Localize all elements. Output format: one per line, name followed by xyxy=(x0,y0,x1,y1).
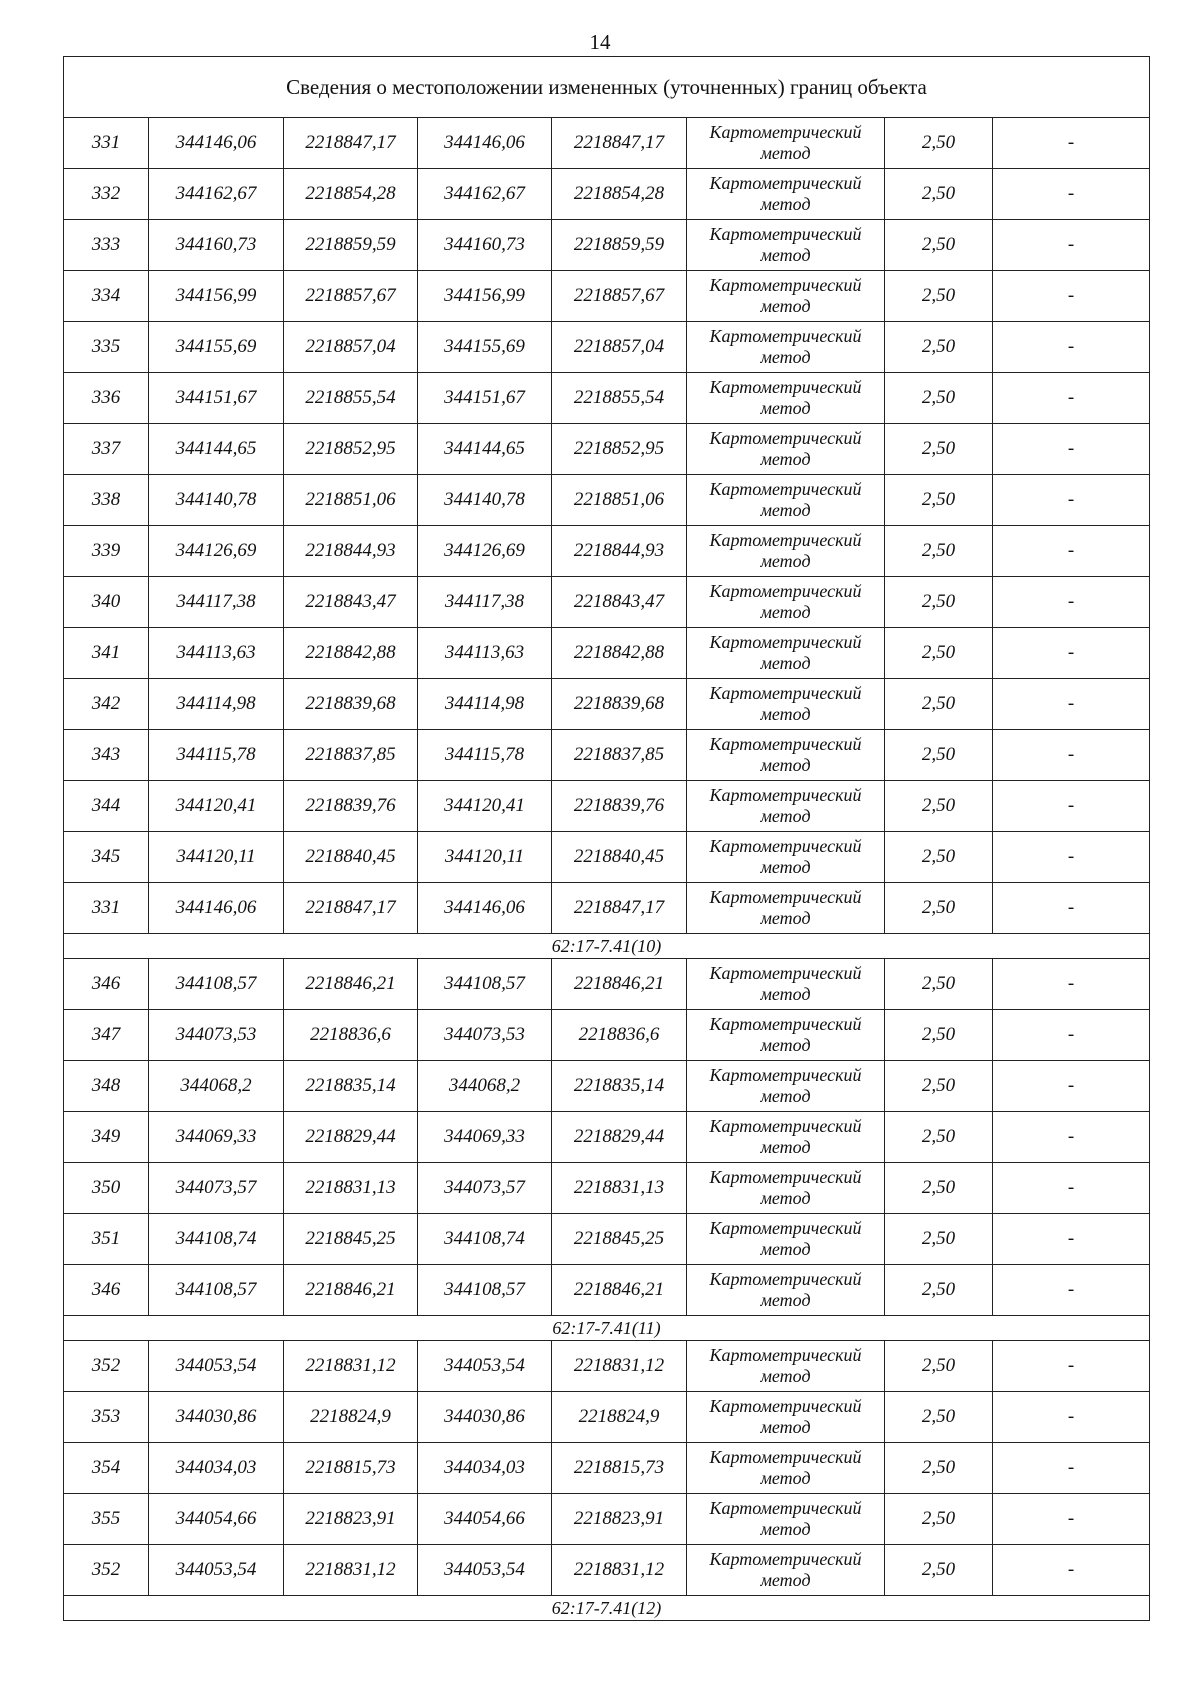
cell-method: Картометрический метод xyxy=(687,959,885,1010)
cell-accuracy: 2,50 xyxy=(885,730,993,781)
cell-accuracy: 2,50 xyxy=(885,1061,993,1112)
cell-y-existing: 2218823,91 xyxy=(284,1494,418,1545)
cell-x-new: 344108,74 xyxy=(418,1214,552,1265)
cell-x-new: 344117,38 xyxy=(418,577,552,628)
cell-x-new: 344073,53 xyxy=(418,1010,552,1061)
cell-point-number: 353 xyxy=(64,1392,149,1443)
cell-x-new: 344156,99 xyxy=(418,271,552,322)
cell-y-new: 2218831,12 xyxy=(552,1341,687,1392)
cell-x-new: 344160,73 xyxy=(418,220,552,271)
cell-method: Картометрический метод xyxy=(687,679,885,730)
cell-x-existing: 344108,57 xyxy=(149,959,284,1010)
cell-x-existing: 344073,53 xyxy=(149,1010,284,1061)
table-row xyxy=(64,832,1150,883)
cell-point-number: 331 xyxy=(64,118,149,169)
cell-method: Картометрический метод xyxy=(687,1010,885,1061)
cell-x-existing: 344144,65 xyxy=(149,424,284,475)
cell-y-new: 2218846,21 xyxy=(552,1265,687,1316)
cell-y-new: 2218840,45 xyxy=(552,832,687,883)
cell-x-new: 344120,41 xyxy=(418,781,552,832)
cell-method: Картометрический метод xyxy=(687,1494,885,1545)
cell-method: Картометрический метод xyxy=(687,1545,885,1596)
cell-method: Картометрический метод xyxy=(687,271,885,322)
cell-method: Картометрический метод xyxy=(687,475,885,526)
cell-accuracy: 2,50 xyxy=(885,424,993,475)
cell-x-existing: 344146,06 xyxy=(149,883,284,934)
cell-y-existing: 2218815,73 xyxy=(284,1443,418,1494)
cell-x-new: 344115,78 xyxy=(418,730,552,781)
cell-x-existing: 344120,11 xyxy=(149,832,284,883)
cell-accuracy: 2,50 xyxy=(885,781,993,832)
cell-accuracy: 2,50 xyxy=(885,628,993,679)
cell-y-existing: 2218824,9 xyxy=(284,1392,418,1443)
cell-description: - xyxy=(993,628,1150,679)
cell-point-number: 346 xyxy=(64,959,149,1010)
cell-method: Картометрический метод xyxy=(687,1443,885,1494)
cell-x-new: 344113,63 xyxy=(418,628,552,679)
cell-y-existing: 2218851,06 xyxy=(284,475,418,526)
cell-point-number: 340 xyxy=(64,577,149,628)
cell-y-new: 2218837,85 xyxy=(552,730,687,781)
cell-description: - xyxy=(993,169,1150,220)
cell-x-new: 344144,65 xyxy=(418,424,552,475)
table-row xyxy=(64,1214,1150,1265)
table-row xyxy=(64,169,1150,220)
cell-y-new: 2218844,93 xyxy=(552,526,687,577)
cell-point-number: 336 xyxy=(64,373,149,424)
cell-x-existing: 344162,67 xyxy=(149,169,284,220)
cell-description: - xyxy=(993,526,1150,577)
table-row xyxy=(64,628,1150,679)
cell-description: - xyxy=(993,475,1150,526)
cell-x-existing: 344151,67 xyxy=(149,373,284,424)
table-row xyxy=(64,271,1150,322)
cell-y-new: 2218835,14 xyxy=(552,1061,687,1112)
table-row xyxy=(64,1265,1150,1316)
cell-description: - xyxy=(993,118,1150,169)
table-row xyxy=(64,1061,1150,1112)
table-title: Сведения о местоположении измененных (уточненных) границ объекта xyxy=(64,57,1150,118)
cell-point-number: 332 xyxy=(64,169,149,220)
section-label: 62:17-7.41(12) xyxy=(64,1596,1150,1621)
cell-point-number: 348 xyxy=(64,1061,149,1112)
cell-description: - xyxy=(993,1112,1150,1163)
table-row xyxy=(64,883,1150,934)
cell-accuracy: 2,50 xyxy=(885,1265,993,1316)
cell-y-existing: 2218839,76 xyxy=(284,781,418,832)
cell-x-new: 344151,67 xyxy=(418,373,552,424)
cell-x-new: 344126,69 xyxy=(418,526,552,577)
cell-accuracy: 2,50 xyxy=(885,118,993,169)
section-label-row xyxy=(64,1316,1150,1341)
cell-method: Картометрический метод xyxy=(687,781,885,832)
table-row xyxy=(64,1443,1150,1494)
cell-x-existing: 344108,74 xyxy=(149,1214,284,1265)
cell-description: - xyxy=(993,1494,1150,1545)
cell-y-new: 2218831,12 xyxy=(552,1545,687,1596)
cell-point-number: 339 xyxy=(64,526,149,577)
cell-accuracy: 2,50 xyxy=(885,373,993,424)
cell-point-number: 337 xyxy=(64,424,149,475)
cell-x-new: 344114,98 xyxy=(418,679,552,730)
cell-point-number: 334 xyxy=(64,271,149,322)
cell-description: - xyxy=(993,832,1150,883)
cell-y-new: 2218839,68 xyxy=(552,679,687,730)
cell-y-new: 2218829,44 xyxy=(552,1112,687,1163)
cell-point-number: 342 xyxy=(64,679,149,730)
cell-y-new: 2218842,88 xyxy=(552,628,687,679)
cell-y-existing: 2218842,88 xyxy=(284,628,418,679)
cell-x-new: 344120,11 xyxy=(418,832,552,883)
cell-x-new: 344140,78 xyxy=(418,475,552,526)
cell-accuracy: 2,50 xyxy=(885,475,993,526)
cell-y-existing: 2218852,95 xyxy=(284,424,418,475)
cell-y-new: 2218847,17 xyxy=(552,883,687,934)
table-row xyxy=(64,577,1150,628)
cell-description: - xyxy=(993,220,1150,271)
cell-accuracy: 2,50 xyxy=(885,679,993,730)
cell-method: Картометрический метод xyxy=(687,730,885,781)
table-row xyxy=(64,118,1150,169)
cell-x-existing: 344073,57 xyxy=(149,1163,284,1214)
cell-accuracy: 2,50 xyxy=(885,271,993,322)
cell-x-existing: 344120,41 xyxy=(149,781,284,832)
cell-y-existing: 2218829,44 xyxy=(284,1112,418,1163)
cell-accuracy: 2,50 xyxy=(885,169,993,220)
section-label-row xyxy=(64,934,1150,959)
cell-description: - xyxy=(993,1392,1150,1443)
cell-y-existing: 2218854,28 xyxy=(284,169,418,220)
cell-point-number: 352 xyxy=(64,1341,149,1392)
cell-x-existing: 344117,38 xyxy=(149,577,284,628)
table-row xyxy=(64,1341,1150,1392)
cell-description: - xyxy=(993,424,1150,475)
cell-point-number: 333 xyxy=(64,220,149,271)
cell-point-number: 355 xyxy=(64,1494,149,1545)
cell-accuracy: 2,50 xyxy=(885,1163,993,1214)
cell-description: - xyxy=(993,1214,1150,1265)
table-row xyxy=(64,1392,1150,1443)
cell-y-existing: 2218831,12 xyxy=(284,1341,418,1392)
table-row xyxy=(64,1494,1150,1545)
cell-accuracy: 2,50 xyxy=(885,322,993,373)
table-row xyxy=(64,959,1150,1010)
cell-point-number: 347 xyxy=(64,1010,149,1061)
cell-method: Картометрический метод xyxy=(687,577,885,628)
cell-y-new: 2218845,25 xyxy=(552,1214,687,1265)
cell-accuracy: 2,50 xyxy=(885,1112,993,1163)
section-label: 62:17-7.41(10) xyxy=(64,934,1150,959)
cell-x-existing: 344114,98 xyxy=(149,679,284,730)
cell-y-existing: 2218847,17 xyxy=(284,883,418,934)
cell-x-existing: 344155,69 xyxy=(149,322,284,373)
cell-x-existing: 344126,69 xyxy=(149,526,284,577)
cell-y-existing: 2218831,13 xyxy=(284,1163,418,1214)
cell-y-new: 2218831,13 xyxy=(552,1163,687,1214)
cell-point-number: 341 xyxy=(64,628,149,679)
cell-x-existing: 344069,33 xyxy=(149,1112,284,1163)
cell-accuracy: 2,50 xyxy=(885,1545,993,1596)
cell-x-existing: 344146,06 xyxy=(149,118,284,169)
cell-x-new: 344030,86 xyxy=(418,1392,552,1443)
cell-x-existing: 344108,57 xyxy=(149,1265,284,1316)
cell-y-existing: 2218845,25 xyxy=(284,1214,418,1265)
cell-x-new: 344034,03 xyxy=(418,1443,552,1494)
cell-point-number: 351 xyxy=(64,1214,149,1265)
cell-x-existing: 344113,63 xyxy=(149,628,284,679)
cell-method: Картометрический метод xyxy=(687,628,885,679)
cell-accuracy: 2,50 xyxy=(885,1392,993,1443)
cell-y-new: 2218839,76 xyxy=(552,781,687,832)
cell-x-new: 344162,67 xyxy=(418,169,552,220)
cell-description: - xyxy=(993,883,1150,934)
table-row xyxy=(64,424,1150,475)
cell-y-new: 2218824,9 xyxy=(552,1392,687,1443)
cell-accuracy: 2,50 xyxy=(885,526,993,577)
cell-method: Картометрический метод xyxy=(687,118,885,169)
cell-method: Картометрический метод xyxy=(687,220,885,271)
cell-method: Картометрический метод xyxy=(687,1214,885,1265)
table-row xyxy=(64,781,1150,832)
cell-description: - xyxy=(993,730,1150,781)
cell-point-number: 345 xyxy=(64,832,149,883)
cell-y-existing: 2218837,85 xyxy=(284,730,418,781)
cell-y-existing: 2218857,67 xyxy=(284,271,418,322)
table-row xyxy=(64,475,1150,526)
cell-accuracy: 2,50 xyxy=(885,1494,993,1545)
boundary-coordinates-table xyxy=(63,56,1150,1621)
cell-description: - xyxy=(993,577,1150,628)
cell-method: Картометрический метод xyxy=(687,373,885,424)
cell-y-new: 2218859,59 xyxy=(552,220,687,271)
cell-x-existing: 344140,78 xyxy=(149,475,284,526)
cell-method: Картометрический метод xyxy=(687,1265,885,1316)
cell-point-number: 346 xyxy=(64,1265,149,1316)
table-row xyxy=(64,220,1150,271)
cell-y-existing: 2218846,21 xyxy=(284,959,418,1010)
cell-y-new: 2218857,04 xyxy=(552,322,687,373)
cell-x-new: 344108,57 xyxy=(418,1265,552,1316)
cell-x-new: 344068,2 xyxy=(418,1061,552,1112)
cell-y-existing: 2218859,59 xyxy=(284,220,418,271)
cell-y-new: 2218852,95 xyxy=(552,424,687,475)
cell-y-existing: 2218840,45 xyxy=(284,832,418,883)
cell-y-new: 2218855,54 xyxy=(552,373,687,424)
cell-accuracy: 2,50 xyxy=(885,1341,993,1392)
cell-point-number: 349 xyxy=(64,1112,149,1163)
cell-x-existing: 344030,86 xyxy=(149,1392,284,1443)
cell-method: Картометрический метод xyxy=(687,1061,885,1112)
cell-point-number: 331 xyxy=(64,883,149,934)
cell-x-existing: 344115,78 xyxy=(149,730,284,781)
cell-point-number: 350 xyxy=(64,1163,149,1214)
cell-y-existing: 2218831,12 xyxy=(284,1545,418,1596)
cell-method: Картометрический метод xyxy=(687,1112,885,1163)
section-label: 62:17-7.41(11) xyxy=(64,1316,1150,1341)
cell-y-new: 2218847,17 xyxy=(552,118,687,169)
cell-accuracy: 2,50 xyxy=(885,959,993,1010)
cell-description: - xyxy=(993,1010,1150,1061)
cell-method: Картометрический метод xyxy=(687,526,885,577)
cell-y-new: 2218815,73 xyxy=(552,1443,687,1494)
cell-description: - xyxy=(993,959,1150,1010)
cell-description: - xyxy=(993,1341,1150,1392)
cell-description: - xyxy=(993,373,1150,424)
table-row xyxy=(64,1545,1150,1596)
page-number: 14 xyxy=(589,30,611,54)
cell-accuracy: 2,50 xyxy=(885,1010,993,1061)
cell-accuracy: 2,50 xyxy=(885,883,993,934)
cell-x-new: 344069,33 xyxy=(418,1112,552,1163)
cell-accuracy: 2,50 xyxy=(885,1214,993,1265)
cell-x-existing: 344053,54 xyxy=(149,1545,284,1596)
cell-point-number: 338 xyxy=(64,475,149,526)
cell-description: - xyxy=(993,271,1150,322)
cell-x-new: 344073,57 xyxy=(418,1163,552,1214)
cell-y-new: 2218854,28 xyxy=(552,169,687,220)
cell-description: - xyxy=(993,679,1150,730)
table-row xyxy=(64,1010,1150,1061)
table-row xyxy=(64,322,1150,373)
table-row xyxy=(64,373,1150,424)
cell-x-new: 344054,66 xyxy=(418,1494,552,1545)
cell-x-existing: 344068,2 xyxy=(149,1061,284,1112)
cell-method: Картометрический метод xyxy=(687,169,885,220)
cell-x-new: 344146,06 xyxy=(418,118,552,169)
cell-description: - xyxy=(993,1061,1150,1112)
cell-x-existing: 344054,66 xyxy=(149,1494,284,1545)
cell-x-existing: 344160,73 xyxy=(149,220,284,271)
cell-accuracy: 2,50 xyxy=(885,577,993,628)
cell-description: - xyxy=(993,1443,1150,1494)
cell-y-new: 2218846,21 xyxy=(552,959,687,1010)
cell-point-number: 335 xyxy=(64,322,149,373)
cell-x-new: 344146,06 xyxy=(418,883,552,934)
cell-y-existing: 2218857,04 xyxy=(284,322,418,373)
cell-description: - xyxy=(993,322,1150,373)
cell-accuracy: 2,50 xyxy=(885,832,993,883)
table-row xyxy=(64,1163,1150,1214)
cell-accuracy: 2,50 xyxy=(885,1443,993,1494)
cell-y-existing: 2218839,68 xyxy=(284,679,418,730)
cell-description: - xyxy=(993,1545,1150,1596)
cell-x-new: 344108,57 xyxy=(418,959,552,1010)
table-row xyxy=(64,679,1150,730)
cell-description: - xyxy=(993,1163,1150,1214)
cell-y-existing: 2218835,14 xyxy=(284,1061,418,1112)
cell-y-existing: 2218843,47 xyxy=(284,577,418,628)
cell-method: Картометрический метод xyxy=(687,883,885,934)
table-row xyxy=(64,1112,1150,1163)
table-title-row xyxy=(64,57,1150,118)
cell-point-number: 344 xyxy=(64,781,149,832)
cell-y-new: 2218843,47 xyxy=(552,577,687,628)
cell-y-new: 2218836,6 xyxy=(552,1010,687,1061)
cell-method: Картометрический метод xyxy=(687,424,885,475)
cell-x-existing: 344156,99 xyxy=(149,271,284,322)
cell-point-number: 354 xyxy=(64,1443,149,1494)
table-row xyxy=(64,526,1150,577)
cell-x-existing: 344053,54 xyxy=(149,1341,284,1392)
cell-accuracy: 2,50 xyxy=(885,220,993,271)
section-label-row xyxy=(64,1596,1150,1621)
cell-y-existing: 2218846,21 xyxy=(284,1265,418,1316)
cell-point-number: 343 xyxy=(64,730,149,781)
cell-y-existing: 2218844,93 xyxy=(284,526,418,577)
cell-y-new: 2218851,06 xyxy=(552,475,687,526)
cell-description: - xyxy=(993,781,1150,832)
cell-x-new: 344155,69 xyxy=(418,322,552,373)
table-body xyxy=(64,57,1150,1621)
cell-method: Картометрический метод xyxy=(687,322,885,373)
cell-y-new: 2218857,67 xyxy=(552,271,687,322)
cell-description: - xyxy=(993,1265,1150,1316)
cell-y-new: 2218823,91 xyxy=(552,1494,687,1545)
cell-y-existing: 2218855,54 xyxy=(284,373,418,424)
cell-y-existing: 2218847,17 xyxy=(284,118,418,169)
cell-method: Картометрический метод xyxy=(687,1163,885,1214)
table-row xyxy=(64,730,1150,781)
cell-point-number: 352 xyxy=(64,1545,149,1596)
cell-method: Картометрический метод xyxy=(687,1392,885,1443)
cell-method: Картометрический метод xyxy=(687,832,885,883)
cell-x-existing: 344034,03 xyxy=(149,1443,284,1494)
cell-x-new: 344053,54 xyxy=(418,1545,552,1596)
cell-method: Картометрический метод xyxy=(687,1341,885,1392)
cell-y-existing: 2218836,6 xyxy=(284,1010,418,1061)
cell-x-new: 344053,54 xyxy=(418,1341,552,1392)
